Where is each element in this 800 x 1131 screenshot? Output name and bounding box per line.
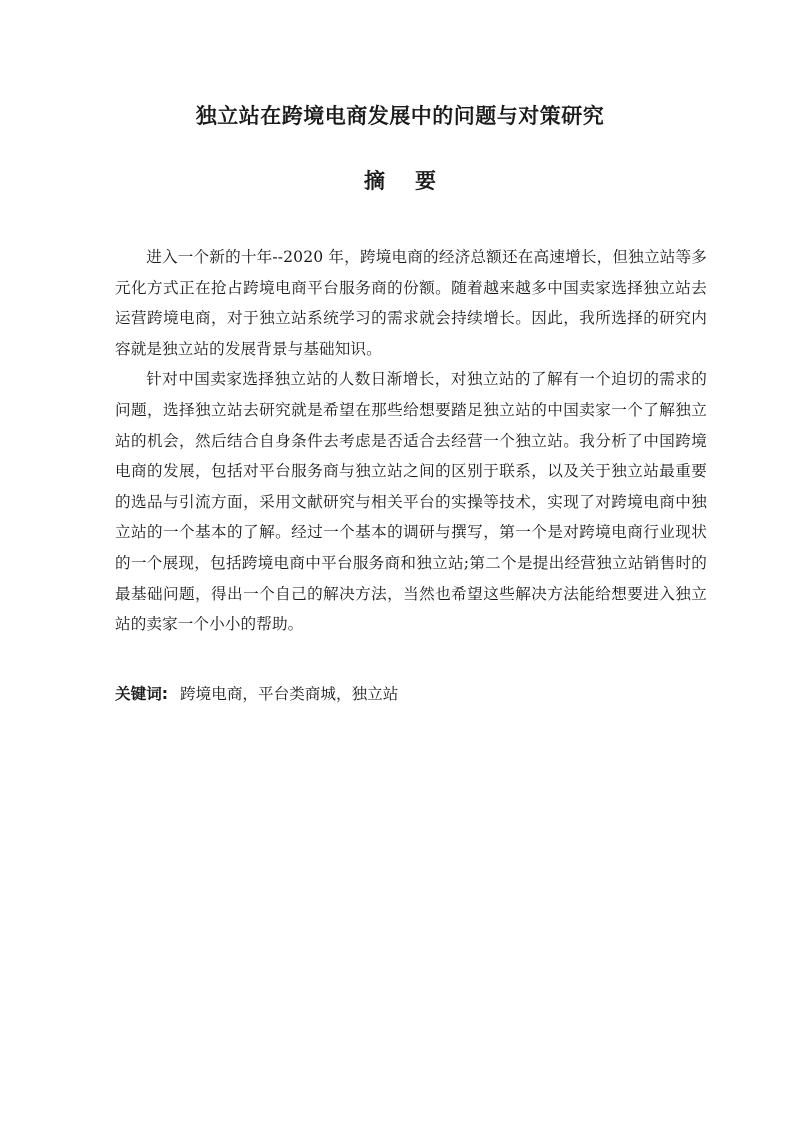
abstract-paragraph-1: 进入一个新的十年--2020 年，跨境电商的经济总额还在高速增长，但独立站等多元化方式正在抢占跨境电商平台服务商的份额。随着越来越多中国卖家选择独立站去运营跨境电商，对于独立站系统学习的需求就会持续增长。因此，我所选择的研究内容就是独立站的发展背景与基础知识。 [115,248,707,358]
abstract-heading-right-char: 要 [415,169,436,193]
abstract-heading-left-char: 摘 [364,169,385,193]
abstract-heading [0,166,800,196]
keywords-label: 关键词: [115,685,169,703]
abstract-body [115,242,707,640]
document-title: 独立站在跨境电商发展中的问题与对策研究 [195,104,605,128]
keywords-value: 跨境电商，平台类商城，独立站 [180,685,399,703]
abstract-paragraph-2: 针对中国卖家选择独立站的人数日渐增长，对独立站的了解有一个迫切的需求的问题，选择独立站去研究就是希望在那些给想要踏足独立站的中国卖家一个了解独立站的机会，然后结合自身条件去考虑是否适合去经营一个独立站。我分析了中国跨境电商的发展，包括对平台服务商与独立站之间的区别于联系，以及关于独立站最重要的选品与引流方面，采用文献研究与相关平台的实操等技术，实现了对跨境电商中独立站的一个基本的了解。经过一个基本的调研与撰写，第一个是对跨境电商行业现状的一个展现，包括跨境电商中平台服务商和独立站;第二个是提出经营独立站销售时的最基础问题，得出一个自己的解决方法，当然也希望这些解决方法能给想要进入独立站的卖家一个小小的帮助。 [115,370,707,634]
keywords-line [115,679,707,709]
